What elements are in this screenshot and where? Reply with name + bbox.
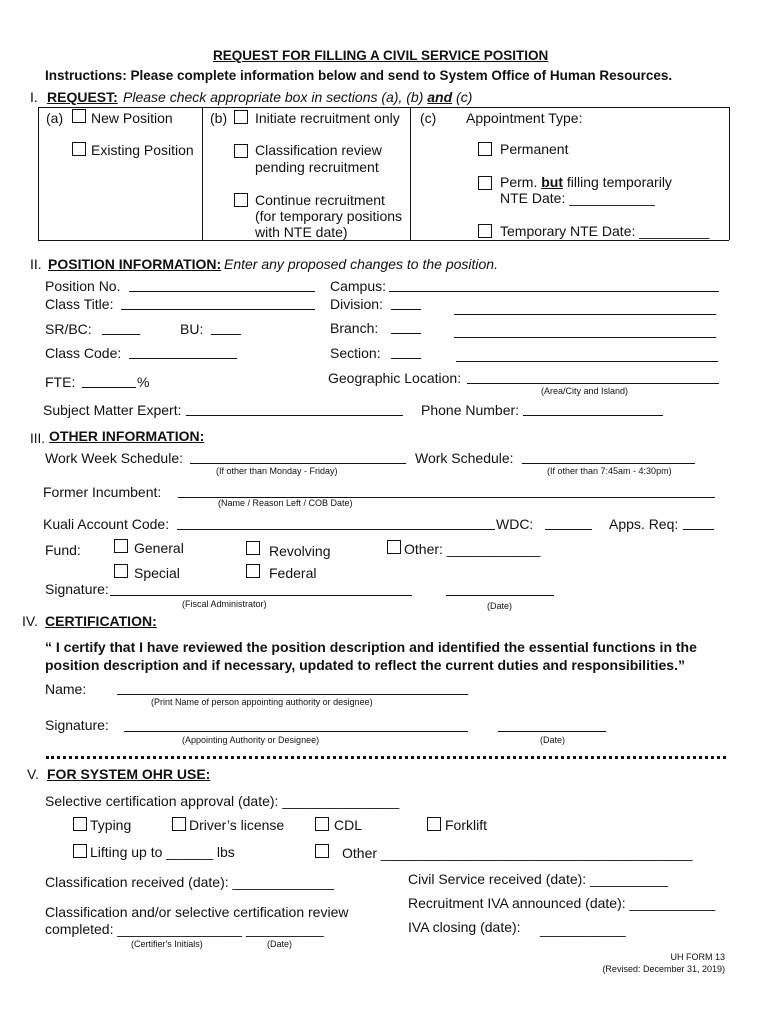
temporary-nte-checkbox[interactable] [478, 224, 492, 238]
classification-review-checkbox[interactable] [234, 144, 248, 158]
fund-federal-checkbox[interactable] [246, 564, 260, 578]
geo-location-field[interactable] [467, 383, 719, 384]
request-box-left [38, 107, 39, 240]
fund-special-checkbox[interactable] [114, 564, 128, 578]
section-4-heading: CERTIFICATION: [45, 613, 157, 629]
cert-name-field[interactable] [117, 694, 468, 695]
kuali-label: Kuali Account Code: [43, 516, 170, 532]
campus-field[interactable] [389, 291, 719, 292]
srbc-label: SR/BC: [45, 321, 92, 337]
branch-label: Branch: [330, 320, 379, 336]
class-title-field[interactable] [121, 309, 315, 310]
section-separator [46, 756, 726, 759]
perm-suffix: filling temporarily [566, 174, 672, 190]
existing-position-checkbox[interactable] [72, 142, 86, 156]
srbc-field[interactable] [102, 334, 140, 335]
permanent-checkbox[interactable] [478, 142, 492, 156]
fte-percent: % [137, 374, 150, 390]
fund-special-label: Special [134, 565, 180, 581]
other-requirement-checkbox[interactable] [315, 844, 329, 858]
instructions: Instructions: Please complete information below and send to System Office of Human Resources. [45, 68, 673, 83]
note-part-a: Please check appropriate box in sections (a), (b) [123, 89, 424, 105]
note-and: and [427, 89, 453, 105]
typing-label: Typing [90, 817, 132, 833]
fund-general-label: General [134, 540, 184, 556]
forklift-label: Forklift [445, 817, 487, 833]
selective-cert-label: Selective certification approval (date): _______________ [45, 793, 400, 809]
perm-temp-label [500, 174, 672, 190]
section-3-heading: OTHER INFORMATION: [49, 428, 205, 444]
initiate-recruitment-label: Initiate recruitment only [255, 110, 400, 126]
classification-review-label-2: pending recruitment [255, 159, 379, 175]
fiscal-signature-label: Signature: [45, 581, 109, 597]
division-code-field[interactable] [391, 309, 421, 310]
classification-review-label-1: Classification review [255, 142, 382, 158]
continue-recruitment-label-1: Continue recruitment [255, 192, 385, 208]
kuali-field[interactable] [177, 529, 495, 530]
fte-label: FTE: [45, 374, 76, 390]
iva-closing-field[interactable]: ___________ [540, 921, 626, 937]
fund-federal-label: Federal [269, 565, 317, 581]
section-1-heading: REQUEST: [47, 89, 118, 105]
cert-signature-field[interactable] [124, 731, 468, 732]
fund-other-checkbox[interactable] [387, 540, 401, 554]
continue-recruitment-label-2: (for temporary positions [255, 208, 403, 224]
work-schedule-label: Work Schedule: [415, 450, 514, 466]
section-2-num: II. [30, 256, 42, 272]
perm-temp-checkbox[interactable] [478, 176, 492, 190]
cdl-checkbox[interactable] [315, 817, 329, 831]
section-label: Section: [330, 345, 381, 361]
lifting-checkbox[interactable] [73, 844, 87, 858]
request-box-bottom [38, 240, 729, 241]
lifting-label: Lifting up to ______ lbs [90, 844, 235, 860]
fiscal-admin-note: (Fiscal Administrator) [182, 599, 267, 609]
certifier-initials-note: (Certifier's Initials) [131, 939, 203, 949]
revision-date: (Revised: December 31, 2019) [602, 964, 725, 974]
section-1-note [123, 89, 472, 105]
existing-position-label: Existing Position [91, 142, 194, 158]
recruitment-iva-label: Recruitment IVA announced (date): ___________ [408, 895, 716, 911]
col-a-label: (a) [46, 110, 64, 126]
fund-revolving-label: Revolving [269, 543, 331, 559]
section-5-heading: FOR SYSTEM OHR USE: [47, 766, 211, 782]
perm-prefix: Perm. [500, 174, 538, 190]
request-box-top [38, 107, 729, 108]
fund-label: Fund: [45, 542, 81, 558]
section-5-num: V. [27, 766, 39, 782]
form-title: REQUEST FOR FILLING A CIVIL SERVICE POSITION [213, 48, 549, 63]
permanent-label: Permanent [500, 141, 569, 157]
wdc-field[interactable] [545, 529, 592, 530]
work-schedule-note: (If other than 7:45am - 4:30pm) [547, 466, 672, 476]
fund-other-label: Other: ____________ [404, 541, 541, 557]
bu-field[interactable] [211, 334, 241, 335]
class-code-field[interactable] [129, 358, 237, 359]
appointment-type-heading: Appointment Type: [466, 110, 583, 126]
iva-closing-label: IVA closing (date): [408, 919, 521, 935]
apps-req-label: Apps. Req: [609, 516, 679, 532]
geo-location-label: Geographic Location: [328, 370, 462, 386]
cert-name-label: Name: [45, 681, 87, 697]
review-date-note: (Date) [267, 939, 293, 949]
section-2-note: Enter any proposed changes to the position. [224, 256, 498, 272]
continue-recruitment-label-3: with NTE date) [255, 224, 348, 240]
position-no-label: Position No. [45, 278, 121, 294]
section-name-field[interactable] [456, 361, 718, 362]
former-incumbent-note: (Name / Reason Left / COB Date) [218, 498, 353, 508]
col-c-label: (c) [420, 110, 437, 126]
class-selective-review-label-1: Classification and/or selective certification review [45, 904, 349, 920]
phone-label: Phone Number: [421, 402, 520, 418]
request-box-divider-2 [410, 107, 411, 240]
work-week-field[interactable] [190, 463, 406, 464]
work-week-label: Work Week Schedule: [45, 450, 183, 466]
wdc-label: WDC: [496, 516, 534, 532]
branch-name-field[interactable] [454, 337, 716, 338]
campus-label: Campus: [330, 278, 387, 294]
position-no-field[interactable] [129, 291, 315, 292]
branch-code-field[interactable] [391, 333, 421, 334]
work-schedule-field[interactable] [522, 463, 695, 464]
section-4-num: IV. [22, 613, 38, 629]
section-code-field[interactable] [391, 358, 421, 359]
division-label: Division: [330, 296, 383, 312]
cdl-label: CDL [334, 817, 363, 833]
section-3-num: III. [30, 431, 46, 446]
fund-revolving-checkbox[interactable] [246, 541, 260, 555]
form-number: UH FORM 13 [670, 952, 725, 962]
cert-date-field[interactable] [498, 731, 606, 732]
cert-name-note: (Print Name of person appointing authority or designee) [151, 697, 373, 707]
fund-general-checkbox[interactable] [114, 539, 128, 553]
new-position-label: New Position [91, 110, 173, 126]
request-box-right [729, 107, 730, 240]
section-1-number [30, 89, 38, 105]
note-part-c: (c) [456, 89, 473, 105]
fte-field[interactable] [82, 387, 136, 388]
fiscal-signature-field[interactable] [110, 595, 412, 596]
col-b-label: (b) [210, 110, 228, 126]
class-title-label: Class Title: [45, 296, 114, 312]
temporary-nte-label: Temporary NTE Date: _________ [500, 223, 710, 239]
former-incumbent-label: Former Incumbent: [43, 484, 162, 500]
section-2-heading: POSITION INFORMATION: [48, 256, 222, 272]
division-name-field[interactable] [454, 314, 716, 315]
fiscal-date-note: (Date) [487, 601, 513, 611]
continue-recruitment-checkbox[interactable] [234, 193, 248, 207]
forklift-checkbox[interactable] [427, 817, 441, 831]
bu-label: BU: [180, 321, 204, 337]
apps-req-field[interactable] [683, 529, 714, 530]
fiscal-date-field[interactable] [446, 595, 554, 596]
drivers-license-checkbox[interactable] [172, 817, 186, 831]
section-1-num: I. [30, 89, 38, 105]
perm-but: but [541, 174, 563, 190]
cert-date-note: (Date) [540, 735, 566, 745]
new-position-checkbox[interactable] [72, 109, 86, 123]
drivers-license-label: Driver’s license [189, 817, 285, 833]
phone-field[interactable] [523, 415, 663, 416]
certification-line-2: position description and if necessary, updated to reflect the current duties and responsibilities.” [45, 657, 685, 673]
initiate-recruitment-checkbox[interactable] [234, 110, 248, 124]
sme-field[interactable] [186, 415, 403, 416]
class-selective-review-label-2: completed: ________________ __________ [45, 921, 324, 937]
cert-signature-note: (Appointing Authority or Designee) [182, 735, 320, 745]
certification-line-1: “ I certify that I have reviewed the position description and identified the essential functions in the [45, 639, 697, 655]
work-week-note: (If other than Monday - Friday) [216, 466, 338, 476]
other-requirement-label: Other ________________________________________ [342, 845, 693, 861]
request-box-divider-1 [202, 107, 203, 240]
civil-service-received-label: Civil Service received (date): __________ [408, 871, 668, 887]
sme-label: Subject Matter Expert: [43, 402, 182, 418]
classification-received-label: Classification received (date): _____________ [45, 874, 334, 890]
perm-nte-date: NTE Date: ___________ [500, 190, 655, 206]
geo-location-note: (Area/City and Island) [541, 386, 629, 396]
class-code-label: Class Code: [45, 345, 122, 361]
cert-signature-label: Signature: [45, 717, 109, 733]
typing-checkbox[interactable] [73, 817, 87, 831]
